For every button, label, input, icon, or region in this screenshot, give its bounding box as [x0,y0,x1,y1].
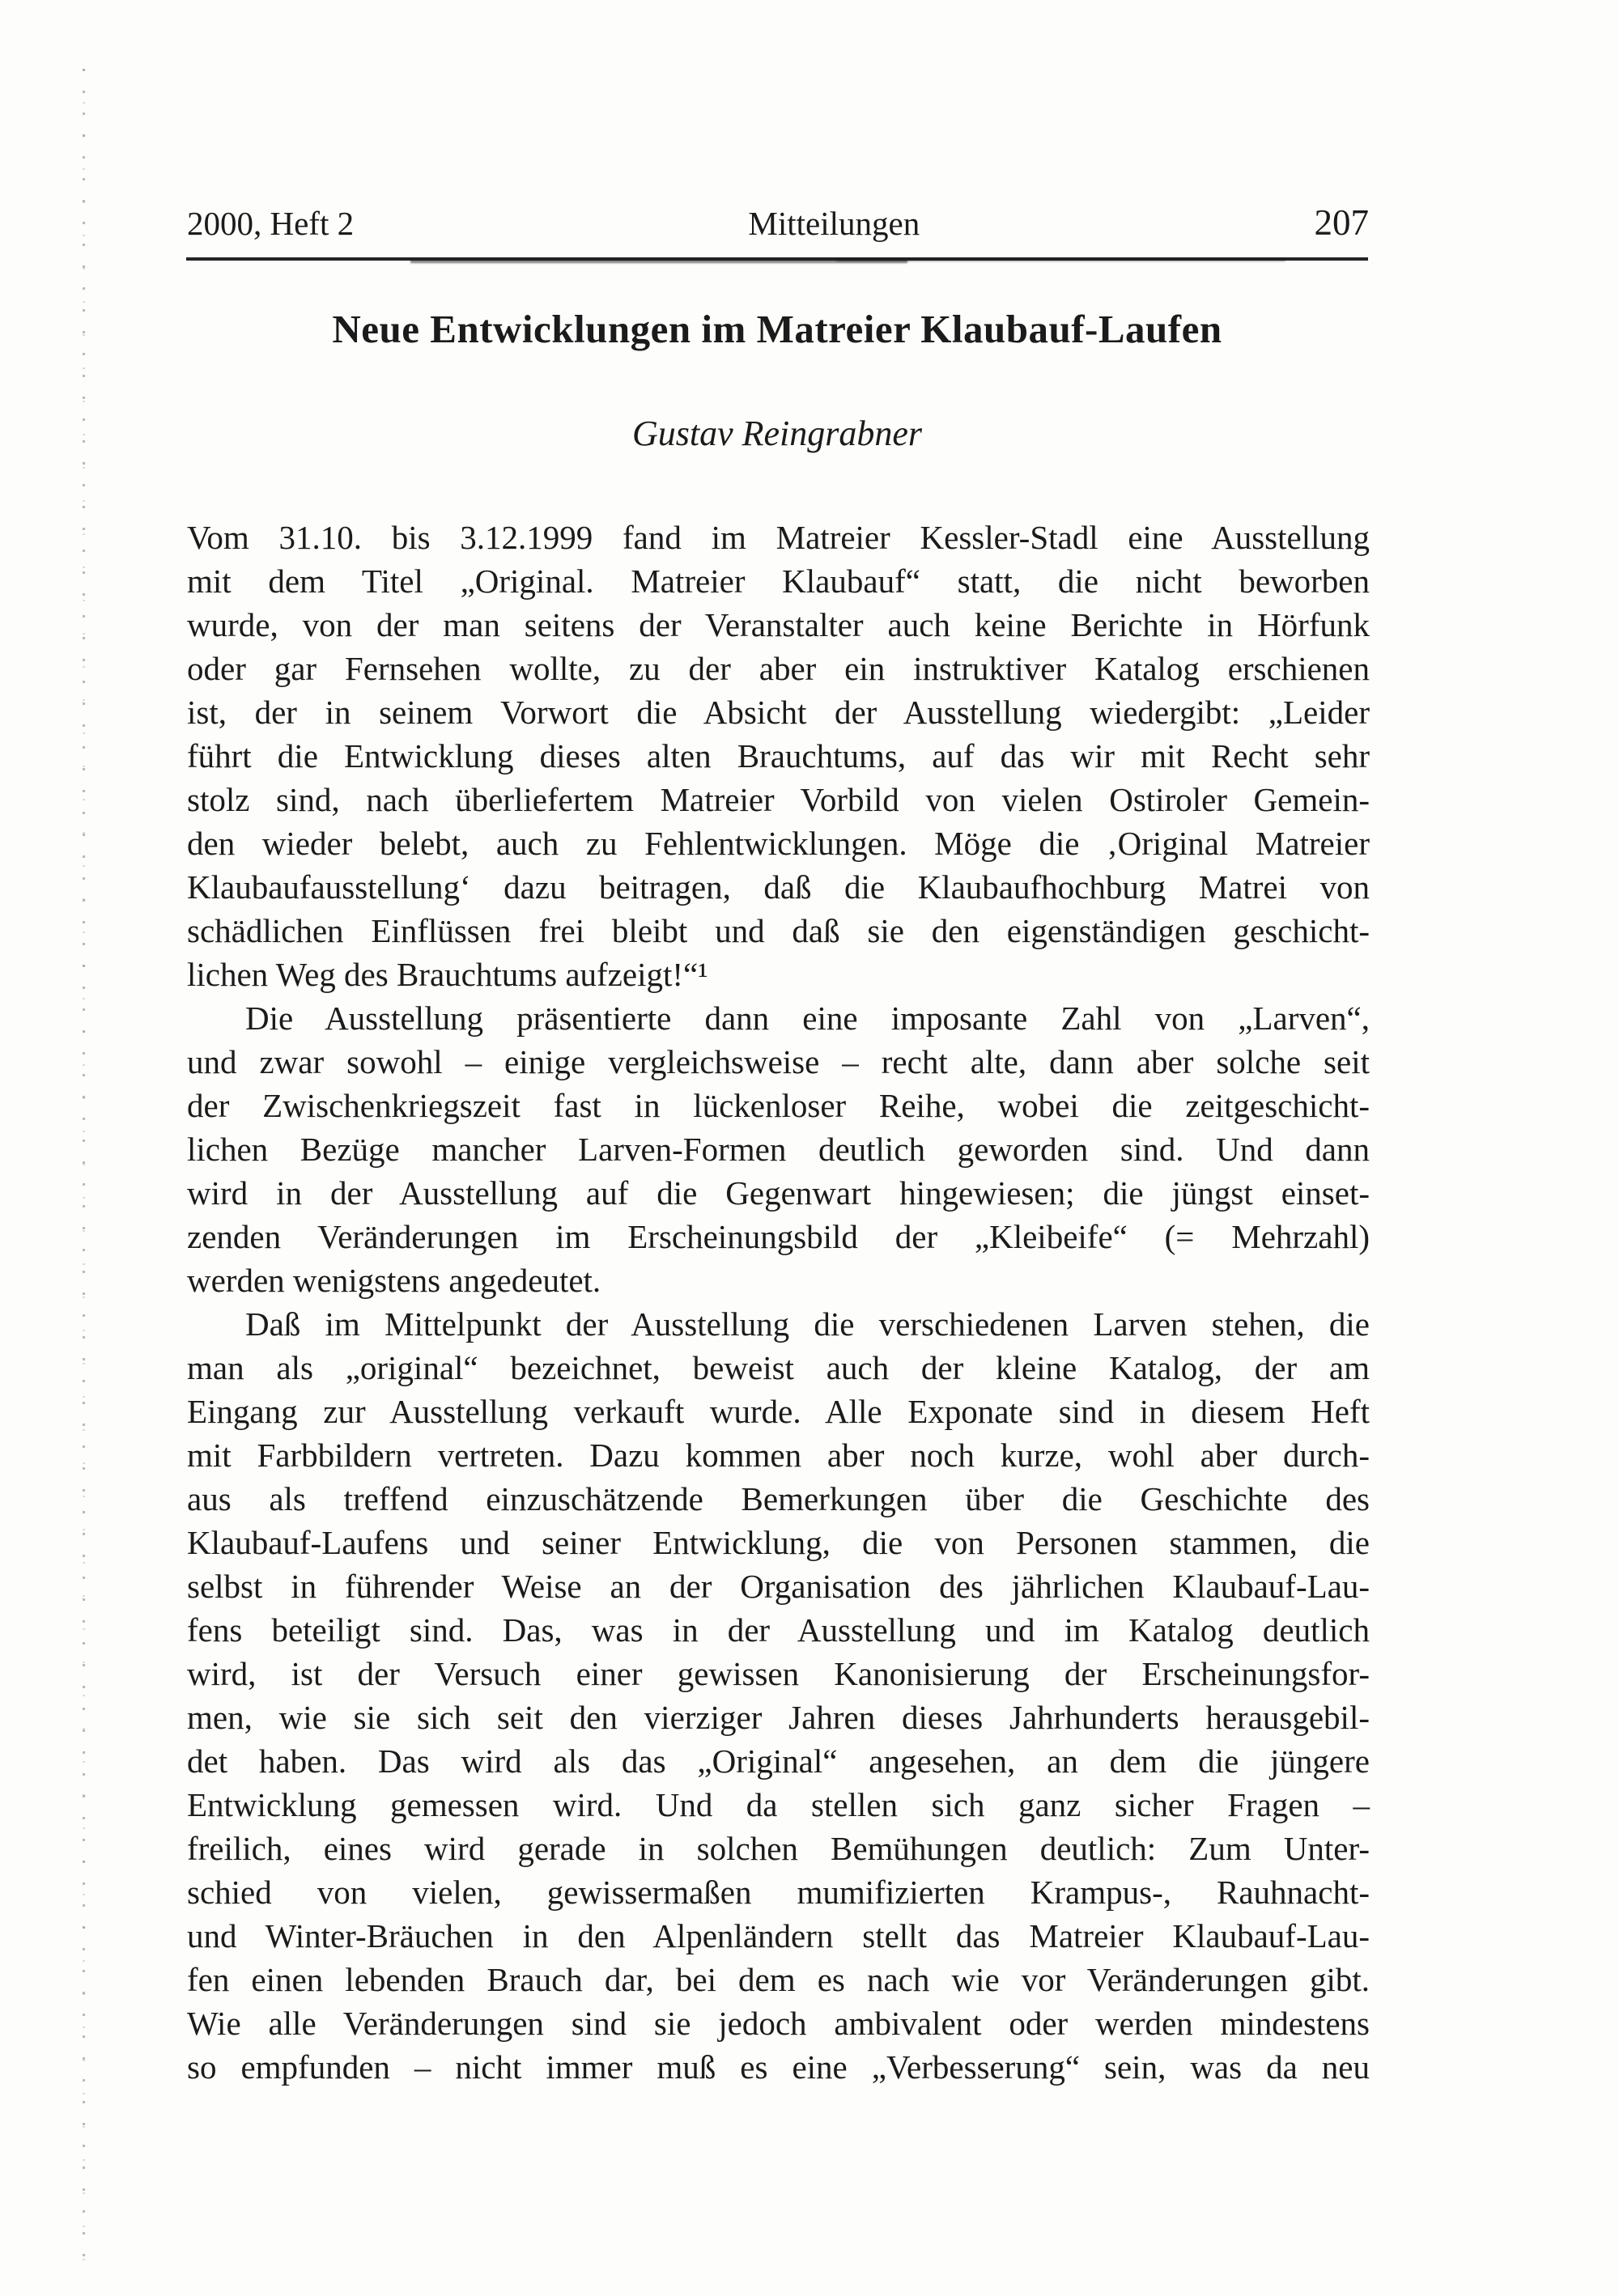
text-line: Daß im Mittelpunkt der Ausstellung die verschiedenen Larven stehen, die [245,1305,1370,1343]
article-title: Neue Entwicklungen im Matreier Klaubauf-Laufen [332,307,1222,351]
article-author: Gustav Reingrabner [631,414,923,453]
text-line: Wie alle Veränderungen sind sie jedoch ambivalent oder werden mindestens [187,2005,1370,2042]
text-line: mit dem Titel „Original. Matreier Klaubauf“ statt, die nicht beworben [187,562,1370,600]
issue-label: 2000, Heft 2 [187,205,355,242]
text-line: so empfunden – nicht immer muß es eine „Verbesserung“ sein, was da neu [187,2048,1370,2086]
paragraph [187,1302,1370,2089]
page-number: 207 [1314,202,1369,243]
article-body [187,516,1370,2089]
text-line: schädlichen Einflüssen frei bleibt und daß sie den eigenständigen geschicht- [187,912,1370,949]
text-line: fen einen lebenden Brauch dar, bei dem es nach wie vor Veränderungen gibt. [187,1961,1370,1998]
header-rule [186,257,1368,261]
text-line: Eingang zur Ausstellung verkauft wurde. Alle Exponate sind in diesem Heft [187,1393,1370,1430]
scan-smudge [410,260,907,263]
text-line: stolz sind, nach überliefertem Matreier Vorbild von vielen Ostiroler Gemein- [187,781,1370,818]
scan-smudge [836,259,1285,261]
text-line: oder gar Fernsehen wollte, zu der aber ein instruktiver Katalog erschienen [187,650,1370,687]
text-line: aus als treffend einzuschätzende Bemerkungen über die Geschichte des [187,1480,1370,1517]
paragraph [187,516,1370,996]
text-line: ist, der in seinem Vorwort die Absicht der Ausstellung wiedergibt: „Leider [187,694,1370,731]
scan-binding-dots [83,69,85,2266]
text-line: wird in der Ausstellung auf die Gegenwart hingewiesen; die jüngst einset- [187,1174,1370,1212]
text-line: Vom 31.10. bis 3.12.1999 fand im Matreier Kessler-Stadl eine Ausstellung [187,519,1370,556]
text-line: lichen Bezüge mancher Larven-Formen deutlich geworden sind. Und dann [187,1131,1370,1168]
text-line: wird, ist der Versuch einer gewissen Kanonisierung der Erscheinungsfor- [187,1655,1370,1692]
text-line: det haben. Das wird als das „Original“ angesehen, an dem die jüngere [187,1742,1370,1780]
text-line: man als „original“ bezeichnet, beweist auch der kleine Katalog, der am [187,1349,1370,1386]
text-line: der Zwischenkriegszeit fast in lückenloser Reihe, wobei die zeitgeschicht- [187,1087,1370,1124]
text-line: schied von vielen, gewissermaßen mumifizierten Krampus-, Rauhnacht- [187,1874,1370,1911]
paragraph [187,996,1370,1302]
text-line: Die Ausstellung präsentierte dann eine imposante Zahl von „Larven“, [245,999,1370,1037]
text-line: men, wie sie sich seit den vierziger Jahren dieses Jahrhunderts herausgebil- [187,1699,1370,1736]
text-line: führt die Entwicklung dieses alten Brauchtums, auf das wir mit Recht sehr [187,737,1370,775]
text-line: mit Farbbildern vertreten. Dazu kommen aber noch kurze, wohl aber durch- [187,1437,1370,1474]
text-line: Klaubaufausstellung‘ dazu beitragen, daß die Klaubaufhochburg Matrei von [187,868,1370,906]
text-line: den wieder belebt, auch zu Fehlentwicklungen. Möge die ‚Original Matreier [187,825,1370,862]
text-line: und Winter-Bräuchen in den Alpenländern stellt das Matreier Klaubauf-Lau- [187,1917,1370,1954]
text-line: zenden Veränderungen im Erscheinungsbild der „Kleibeife“ (= Mehrzahl) [187,1218,1370,1255]
text-line: Klaubauf-Laufens und seiner Entwicklung, die von Personen stammen, die [187,1524,1370,1561]
text-line: selbst in führender Weise an der Organisation des jährlichen Klaubauf-Lau- [187,1568,1370,1605]
text-line: werden wenigstens angedeutet. [187,1262,601,1299]
text-line: lichen Weg des Brauchtums aufzeigt!“¹ [187,956,708,993]
text-line: Entwicklung gemessen wird. Und da stellen sich ganz sicher Fragen – [187,1786,1370,1823]
text-line: fens beteiligt sind. Das, was in der Ausstellung und im Katalog deutlich [187,1611,1370,1649]
text-line: freilich, eines wird gerade in solchen Bemühungen deutlich: Zum Unter- [187,1830,1370,1867]
journal-name: Mitteilungen [748,205,920,242]
text-line: wurde, von der man seitens der Veranstalter auch keine Berichte in Hörfunk [187,606,1370,643]
running-header [187,203,1369,243]
text-line: und zwar sowohl – einige vergleichsweise – recht alte, dann aber solche seit [187,1043,1370,1080]
